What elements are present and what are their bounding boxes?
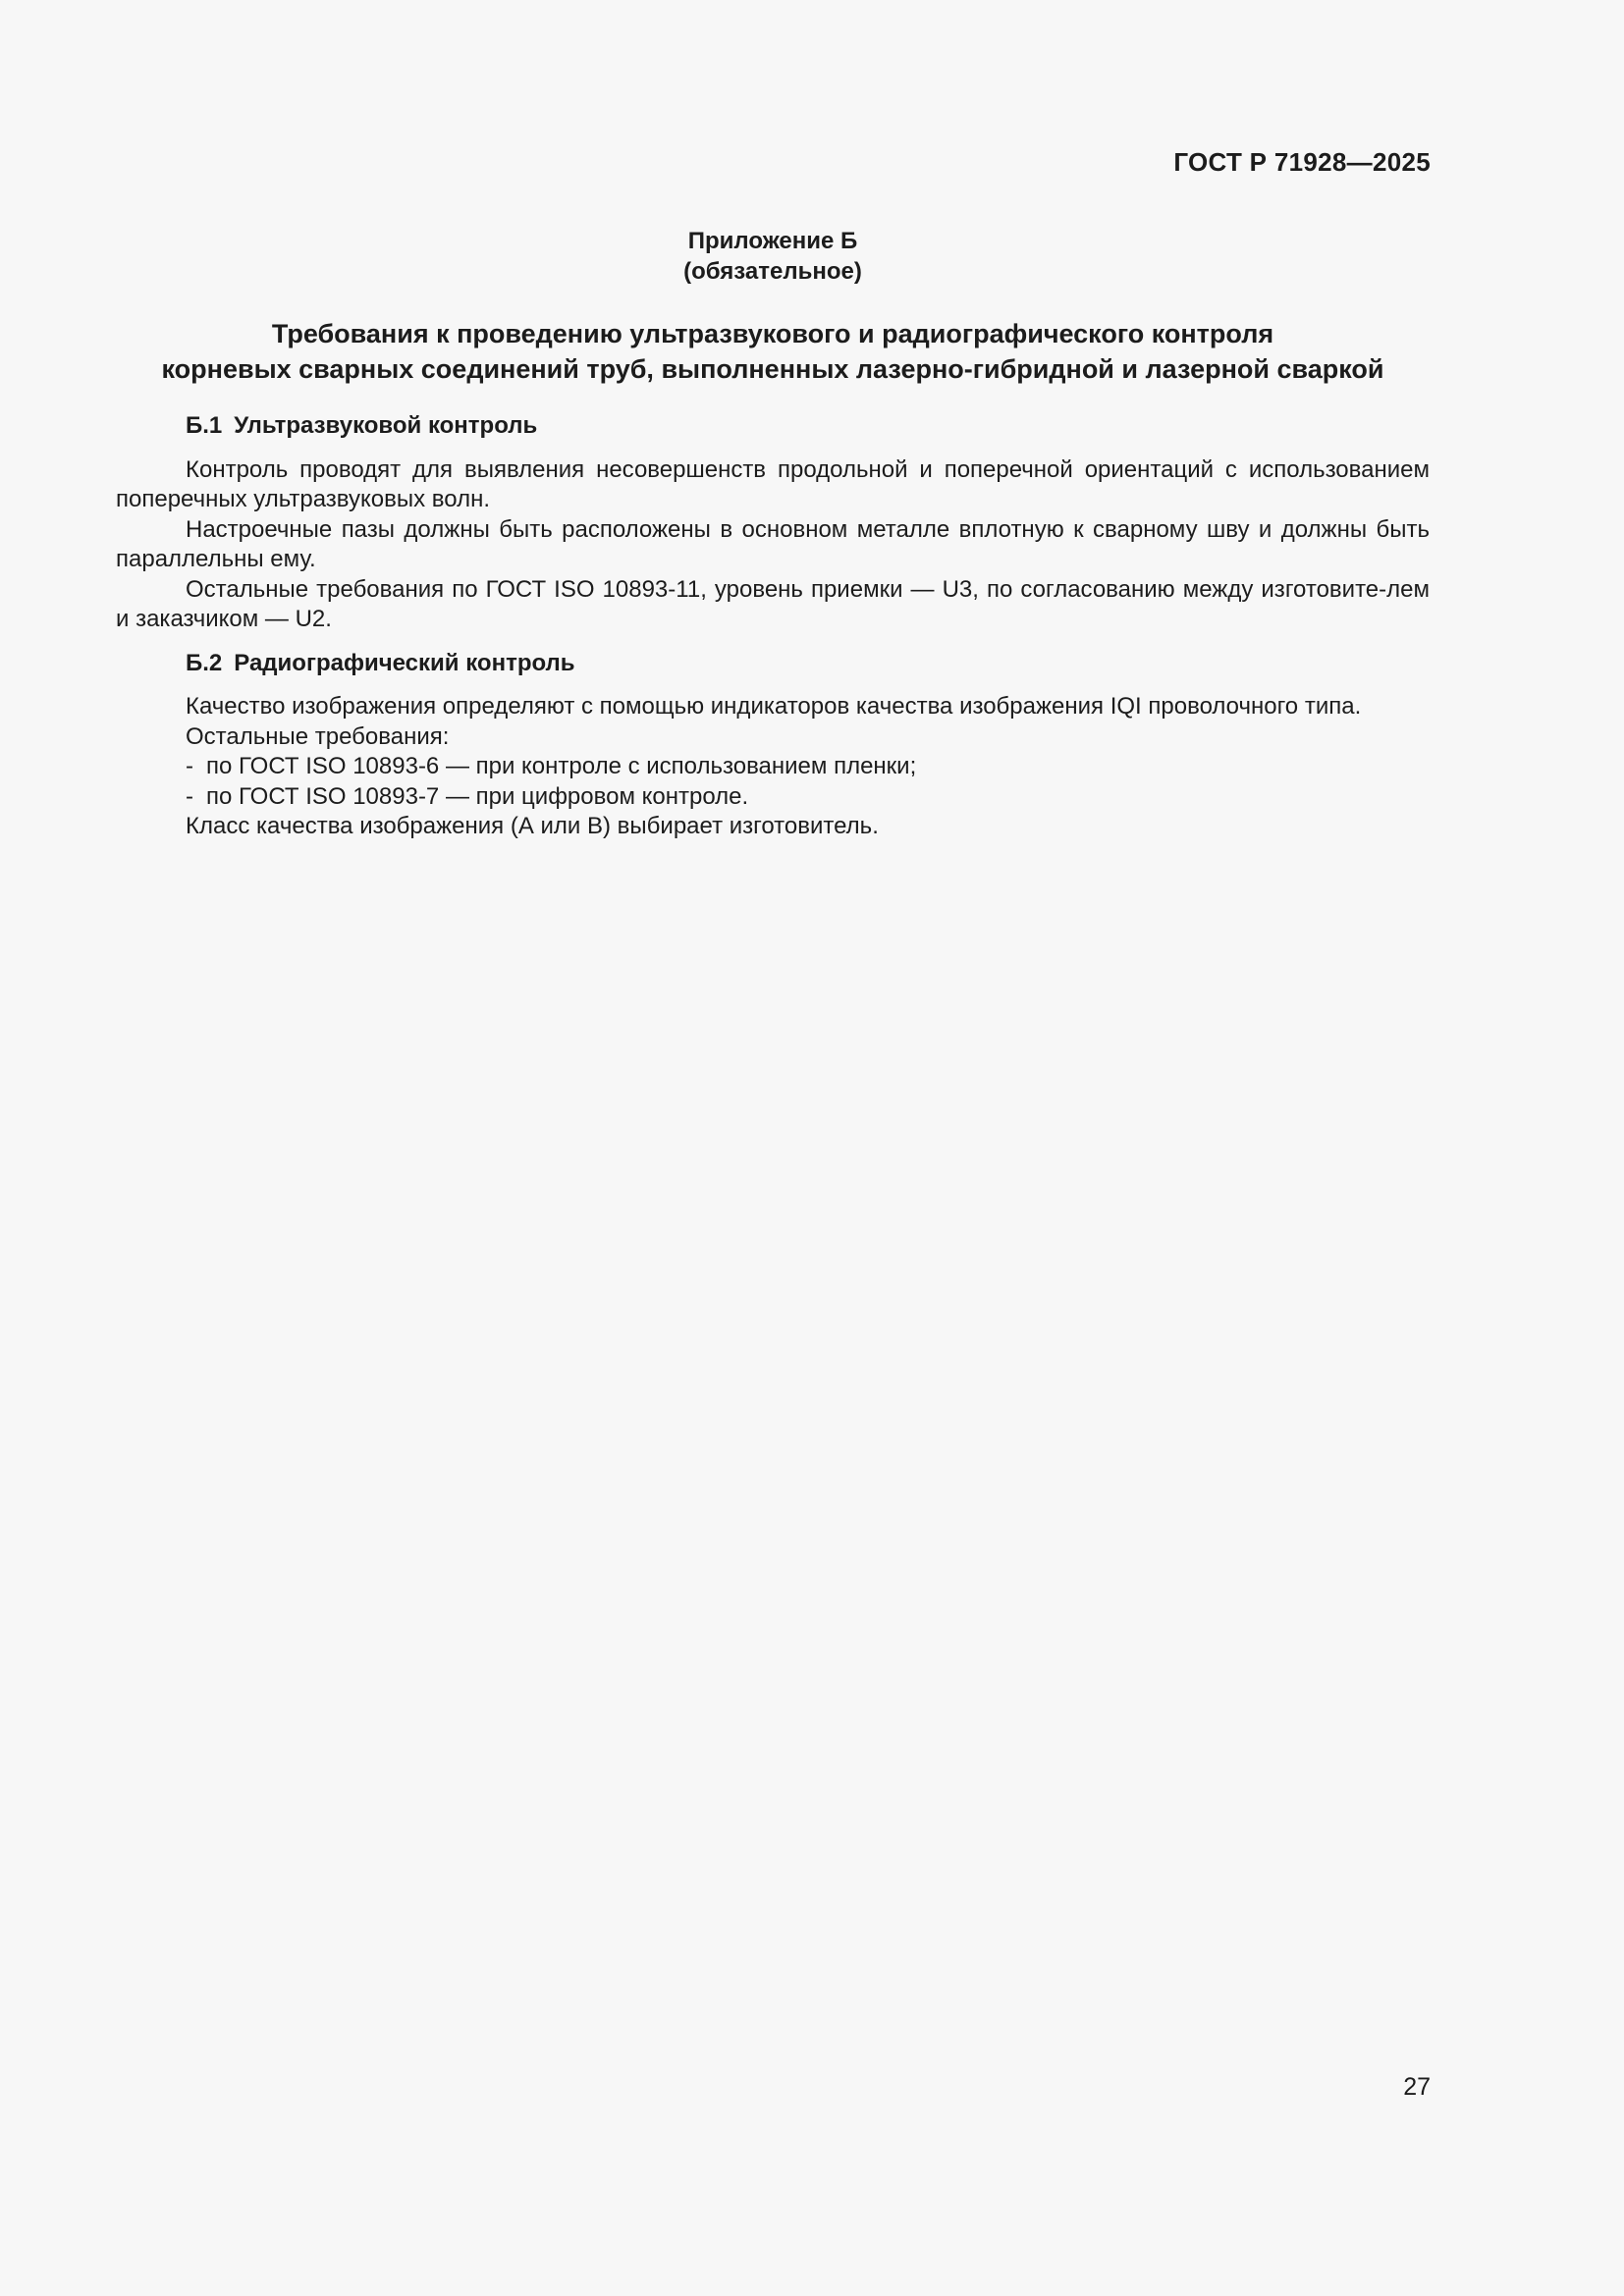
paragraph: Остальные требования: — [186, 722, 450, 750]
appendix-title: Приложение Б — [687, 228, 858, 254]
section-title — [116, 649, 1430, 679]
paragraph: Класс качества изображения (А или В) выбирает изготовитель. — [186, 813, 879, 839]
paragraph: Качество изображения определяют с помощью индикаторов качества изображения IQI проволочного типа. — [186, 693, 1362, 720]
document-code: ГОСТ Р 71928—2025 — [1173, 147, 1431, 177]
section-title-text: Радиографический контроль — [234, 649, 575, 676]
heading-line-2: корневых сварных соединений труб, выполненных лазерно-гибридной и лазерной сваркой — [161, 354, 1384, 384]
paragraph: Настроечные пазы должны быть расположены в основном металле вплотную к сварному шву и должны быть параллельны ему. — [116, 515, 1430, 572]
document-body — [116, 411, 1430, 842]
page-number: 27 — [1403, 2073, 1431, 2101]
list-item-text: по ГОСТ ISO 10893-6 — при контроле с использованием пленки; — [206, 753, 917, 779]
paragraph: Контроль проводят для выявления несовершенств продольной и поперечной ориентаций с использованием поперечных ультразвуковых волн. — [116, 455, 1430, 512]
appendix-heading — [98, 316, 1447, 387]
heading-line-1: Требования к проведению ультразвукового и радиографического контроля — [271, 319, 1274, 348]
list-item: - по ГОСТ ISO 10893-7 — при цифровом контроле. — [186, 782, 749, 810]
section-number: Б.2 — [186, 649, 223, 676]
paragraph: Остальные требования по ГОСТ ISO 10893-11, уровень приемки — U3, по согласованию между изготовите-лем и заказчиком — U2. — [116, 575, 1430, 632]
appendix-status: (обязательное) — [683, 258, 862, 285]
list-item: - по ГОСТ ISO 10893-6 — при контроле с использованием пленки; — [186, 753, 917, 779]
section-title — [116, 411, 1430, 442]
list-item-text: по ГОСТ ISO 10893-7 — при цифровом контроле. — [206, 782, 749, 810]
section-title-text: Ультразвуковой контроль — [234, 412, 538, 439]
section-number: Б.1 — [186, 412, 223, 439]
